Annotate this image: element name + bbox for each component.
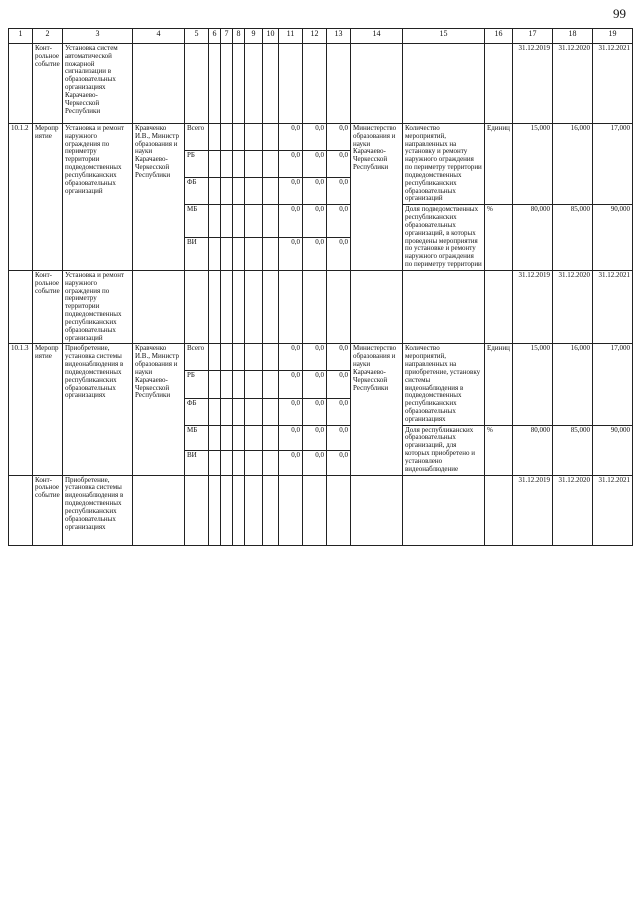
empty-cell: [485, 270, 513, 343]
target-value-cell: 15,000: [513, 124, 553, 205]
amount-cell: 0,0: [327, 205, 351, 238]
empty-cell: [245, 450, 263, 475]
empty-cell: [209, 475, 221, 545]
amount-cell: 0,0: [303, 371, 327, 398]
table-row: [9, 475, 633, 545]
empty-cell: [245, 270, 263, 343]
empty-cell: [221, 344, 233, 371]
empty-cell: [263, 344, 279, 371]
empty-cell: [263, 124, 279, 151]
amount-cell: 0,0: [303, 238, 327, 271]
empty-cell: [233, 151, 245, 178]
amount-cell: 0,0: [303, 450, 327, 475]
column-number: 10: [263, 29, 279, 44]
table-row: [9, 344, 633, 371]
empty-cell: [279, 44, 303, 124]
column-number: 18: [553, 29, 593, 44]
empty-cell: [221, 270, 233, 343]
empty-cell: [263, 151, 279, 178]
funding-source-cell: ВИ: [185, 450, 209, 475]
empty-cell: [245, 124, 263, 151]
unit-cell: %: [485, 425, 513, 475]
funding-source-cell: РБ: [185, 371, 209, 398]
column-number: 12: [303, 29, 327, 44]
empty-cell: [403, 475, 485, 545]
amount-cell: 0,0: [279, 371, 303, 398]
amount-cell: 0,0: [279, 425, 303, 450]
row-type-cell: Конт-рольное событие: [33, 44, 63, 124]
description-cell: Приобретение, установка системы видеонаблюдения в подведомственных республиканских образовательных организациях: [63, 344, 133, 475]
description-cell: Установка и ремонт наружного ограждения по периметру территории подведомственных республиканских образовательных организаций: [63, 124, 133, 271]
empty-cell: [263, 178, 279, 205]
column-number-row: [9, 29, 633, 44]
date-cell: 31.12.2019: [513, 44, 553, 124]
amount-cell: 0,0: [303, 425, 327, 450]
amount-cell: 0,0: [327, 124, 351, 151]
amount-cell: 0,0: [279, 344, 303, 371]
date-cell: 31.12.2020: [553, 44, 593, 124]
empty-cell: [263, 425, 279, 450]
target-value-cell: 16,000: [553, 344, 593, 425]
row-type-cell: Конт-рольное событие: [33, 475, 63, 545]
target-value-cell: 85,000: [553, 205, 593, 271]
empty-cell: [233, 270, 245, 343]
empty-cell: [209, 178, 221, 205]
amount-cell: 0,0: [303, 205, 327, 238]
indicator-cell: Количество мероприятий, направленных на установку и ремонту наружного ограждения по периметру территории подведомственных республиканских образовательных организаций: [403, 124, 485, 205]
column-number: 3: [63, 29, 133, 44]
row-type-cell: Мероприятие: [33, 344, 63, 475]
funding-source-cell: МБ: [185, 205, 209, 238]
empty-cell: [221, 205, 233, 238]
target-value-cell: 17,000: [593, 344, 633, 425]
empty-cell: [133, 44, 185, 124]
indicator-cell: Количество мероприятий, направленных на приобретение, установку системы видеонаблюдения в подведомственных республиканских образовательных организациях: [403, 344, 485, 425]
empty-cell: [263, 450, 279, 475]
empty-cell: [221, 450, 233, 475]
empty-cell: [185, 475, 209, 545]
empty-cell: [233, 371, 245, 398]
amount-cell: 0,0: [327, 371, 351, 398]
row-type-cell: Мероприятие: [33, 124, 63, 271]
column-number: 14: [351, 29, 403, 44]
empty-cell: [185, 270, 209, 343]
empty-cell: [263, 371, 279, 398]
amount-cell: 0,0: [279, 398, 303, 425]
unit-cell: %: [485, 205, 513, 271]
empty-cell: [221, 238, 233, 271]
column-number: 7: [221, 29, 233, 44]
empty-cell: [221, 475, 233, 545]
empty-cell: [209, 151, 221, 178]
empty-cell: [209, 450, 221, 475]
unit-cell: Единиц: [485, 124, 513, 205]
empty-cell: [233, 425, 245, 450]
date-cell: 31.12.2020: [553, 475, 593, 545]
amount-cell: 0,0: [279, 124, 303, 151]
description-cell: Установка систем автоматической пожарной сигнализации в образовательных организациях Карачаево-Черкесской Республики: [63, 44, 133, 124]
empty-cell: [221, 425, 233, 450]
empty-cell: [233, 124, 245, 151]
funding-source-cell: ФБ: [185, 178, 209, 205]
unit-cell: Единиц: [485, 344, 513, 425]
empty-cell: [279, 475, 303, 545]
empty-cell: [327, 270, 351, 343]
date-cell: 31.12.2020: [553, 270, 593, 343]
amount-cell: 0,0: [327, 425, 351, 450]
date-cell: 31.12.2019: [513, 270, 553, 343]
target-value-cell: 90,000: [593, 425, 633, 475]
empty-cell: [403, 44, 485, 124]
amount-cell: 0,0: [279, 205, 303, 238]
column-number: 11: [279, 29, 303, 44]
column-number: 19: [593, 29, 633, 44]
row-type-cell: Конт-рольное событие: [33, 270, 63, 343]
date-cell: 31.12.2019: [513, 475, 553, 545]
empty-cell: [209, 425, 221, 450]
empty-cell: [245, 344, 263, 371]
empty-cell: [303, 44, 327, 124]
funding-source-cell: ФБ: [185, 398, 209, 425]
amount-cell: 0,0: [279, 178, 303, 205]
empty-cell: [209, 270, 221, 343]
empty-cell: [263, 398, 279, 425]
amount-cell: 0,0: [303, 178, 327, 205]
target-value-cell: 17,000: [593, 124, 633, 205]
table-row: [9, 124, 633, 151]
empty-cell: [303, 270, 327, 343]
item-number-cell: [9, 475, 33, 545]
description-cell: Приобретение, установка системы видеонаблюдения в подведомственных республиканских образовательных организациях: [63, 475, 133, 545]
column-number: 8: [233, 29, 245, 44]
table-row: [9, 44, 633, 124]
empty-cell: [221, 178, 233, 205]
empty-cell: [351, 475, 403, 545]
executor-cell: Министерство образования и науки Карачаево-Черкесской Республики: [351, 344, 403, 475]
empty-cell: [279, 270, 303, 343]
empty-cell: [245, 178, 263, 205]
empty-cell: [221, 44, 233, 124]
empty-cell: [221, 151, 233, 178]
empty-cell: [221, 371, 233, 398]
amount-cell: 0,0: [327, 398, 351, 425]
empty-cell: [221, 124, 233, 151]
target-value-cell: 85,000: [553, 425, 593, 475]
funding-source-cell: Всего: [185, 344, 209, 371]
amount-cell: 0,0: [327, 178, 351, 205]
amount-cell: 0,0: [303, 151, 327, 178]
empty-cell: [209, 124, 221, 151]
empty-cell: [263, 270, 279, 343]
amount-cell: 0,0: [303, 398, 327, 425]
column-number: 5: [185, 29, 209, 44]
date-cell: 31.12.2021: [593, 475, 633, 545]
empty-cell: [233, 205, 245, 238]
empty-cell: [245, 151, 263, 178]
empty-cell: [245, 238, 263, 271]
column-number: 6: [209, 29, 221, 44]
funding-source-cell: Всего: [185, 124, 209, 151]
target-value-cell: 80,000: [513, 205, 553, 271]
amount-cell: 0,0: [279, 450, 303, 475]
empty-cell: [233, 475, 245, 545]
empty-cell: [245, 205, 263, 238]
target-value-cell: 16,000: [553, 124, 593, 205]
item-number-cell: 10.1.2: [9, 124, 33, 271]
empty-cell: [351, 270, 403, 343]
amount-cell: 0,0: [327, 238, 351, 271]
item-number-cell: [9, 44, 33, 124]
empty-cell: [245, 425, 263, 450]
funding-source-cell: ВИ: [185, 238, 209, 271]
empty-cell: [327, 44, 351, 124]
column-number: 15: [403, 29, 485, 44]
empty-cell: [209, 398, 221, 425]
responsible-cell: Кравченко И.В., Министр образования и науки Карачаево-Черкесской Республики: [133, 344, 185, 475]
amount-cell: 0,0: [327, 450, 351, 475]
empty-cell: [209, 44, 221, 124]
empty-cell: [133, 475, 185, 545]
target-value-cell: 15,000: [513, 344, 553, 425]
item-number-cell: [9, 270, 33, 343]
empty-cell: [303, 475, 327, 545]
item-number-cell: 10.1.3: [9, 344, 33, 475]
executor-cell: Министерство образования и науки Карачаево-Черкесской Республики: [351, 124, 403, 271]
empty-cell: [209, 205, 221, 238]
target-value-cell: 80,000: [513, 425, 553, 475]
column-number: 13: [327, 29, 351, 44]
empty-cell: [263, 238, 279, 271]
funding-source-cell: РБ: [185, 151, 209, 178]
empty-cell: [485, 475, 513, 545]
amount-cell: 0,0: [327, 344, 351, 371]
empty-cell: [327, 475, 351, 545]
empty-cell: [245, 371, 263, 398]
description-cell: Установка и ремонт наружного ограждения по периметру территории подведомственных республиканских образовательных организаций: [63, 270, 133, 343]
indicator-cell: Доля республиканских образовательных организаций, для которых приобретено и установлено видеонаблюдение: [403, 425, 485, 475]
indicator-cell: Доля подведомственных республиканских образовательных организаций, в которых проведены мероприятия по установке и ремонту наружного ограждения по периметру территории: [403, 205, 485, 271]
empty-cell: [263, 44, 279, 124]
target-value-cell: 90,000: [593, 205, 633, 271]
empty-cell: [245, 398, 263, 425]
amount-cell: 0,0: [327, 151, 351, 178]
empty-cell: [245, 475, 263, 545]
empty-cell: [403, 270, 485, 343]
empty-cell: [233, 450, 245, 475]
responsible-cell: Кравченко И.В., Министр образования и науки Карачаево-Черкесской Республики: [133, 124, 185, 271]
program-table-sheet: [8, 28, 632, 546]
table-row: [9, 270, 633, 343]
empty-cell: [185, 44, 209, 124]
column-number: 4: [133, 29, 185, 44]
date-cell: 31.12.2021: [593, 44, 633, 124]
empty-cell: [209, 238, 221, 271]
funding-source-cell: МБ: [185, 425, 209, 450]
empty-cell: [485, 44, 513, 124]
empty-cell: [233, 344, 245, 371]
empty-cell: [233, 44, 245, 124]
column-number: 2: [33, 29, 63, 44]
column-number: 1: [9, 29, 33, 44]
empty-cell: [245, 44, 263, 124]
amount-cell: 0,0: [279, 238, 303, 271]
column-number: 16: [485, 29, 513, 44]
column-number: 9: [245, 29, 263, 44]
empty-cell: [233, 178, 245, 205]
empty-cell: [209, 371, 221, 398]
amount-cell: 0,0: [303, 124, 327, 151]
amount-cell: 0,0: [303, 344, 327, 371]
empty-cell: [263, 205, 279, 238]
date-cell: 31.12.2021: [593, 270, 633, 343]
column-number: 17: [513, 29, 553, 44]
empty-cell: [233, 398, 245, 425]
amount-cell: 0,0: [279, 151, 303, 178]
program-table: [8, 28, 633, 546]
page-number: 99: [613, 6, 626, 21]
empty-cell: [233, 238, 245, 271]
empty-cell: [133, 270, 185, 343]
empty-cell: [209, 344, 221, 371]
empty-cell: [221, 398, 233, 425]
empty-cell: [351, 44, 403, 124]
empty-cell: [263, 475, 279, 545]
